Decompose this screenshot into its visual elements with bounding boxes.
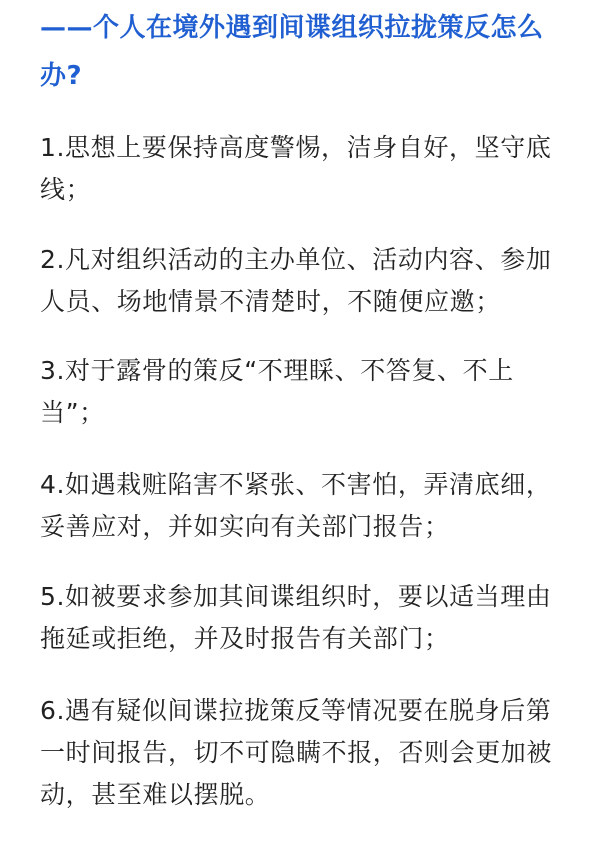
list-item-4: 4.如遇栽赃陷害不紧张、不害怕，弄清底细，妥善应对，并如实向有关部门报告； xyxy=(40,470,552,541)
list-item-5: 5.如被要求参加其间谍组织时，要以适当理由拖延或拒绝，并及时报告有关部门； xyxy=(40,582,552,653)
article-title: ——个人在境外遇到间谍组织拉拢策反怎么办? xyxy=(40,13,544,91)
list-item-3: 3.对于露骨的策反“不理睬、不答复、不上当”； xyxy=(40,356,514,427)
list-item-6: 6.遇有疑似间谍拉拢策反等情况要在脱身后第一时间报告，切不可隐瞒不报，否则会更加被动，甚至难以摆脱。 xyxy=(40,696,553,809)
list-item-1: 1.思想上要保持高度警惕，洁身自好，坚守底线； xyxy=(40,133,552,204)
list-item-2: 2.凡对组织活动的主办单位、活动内容、参加人员、场地情景不清楚时，不随便应邀； xyxy=(40,245,552,316)
article xyxy=(40,0,568,816)
